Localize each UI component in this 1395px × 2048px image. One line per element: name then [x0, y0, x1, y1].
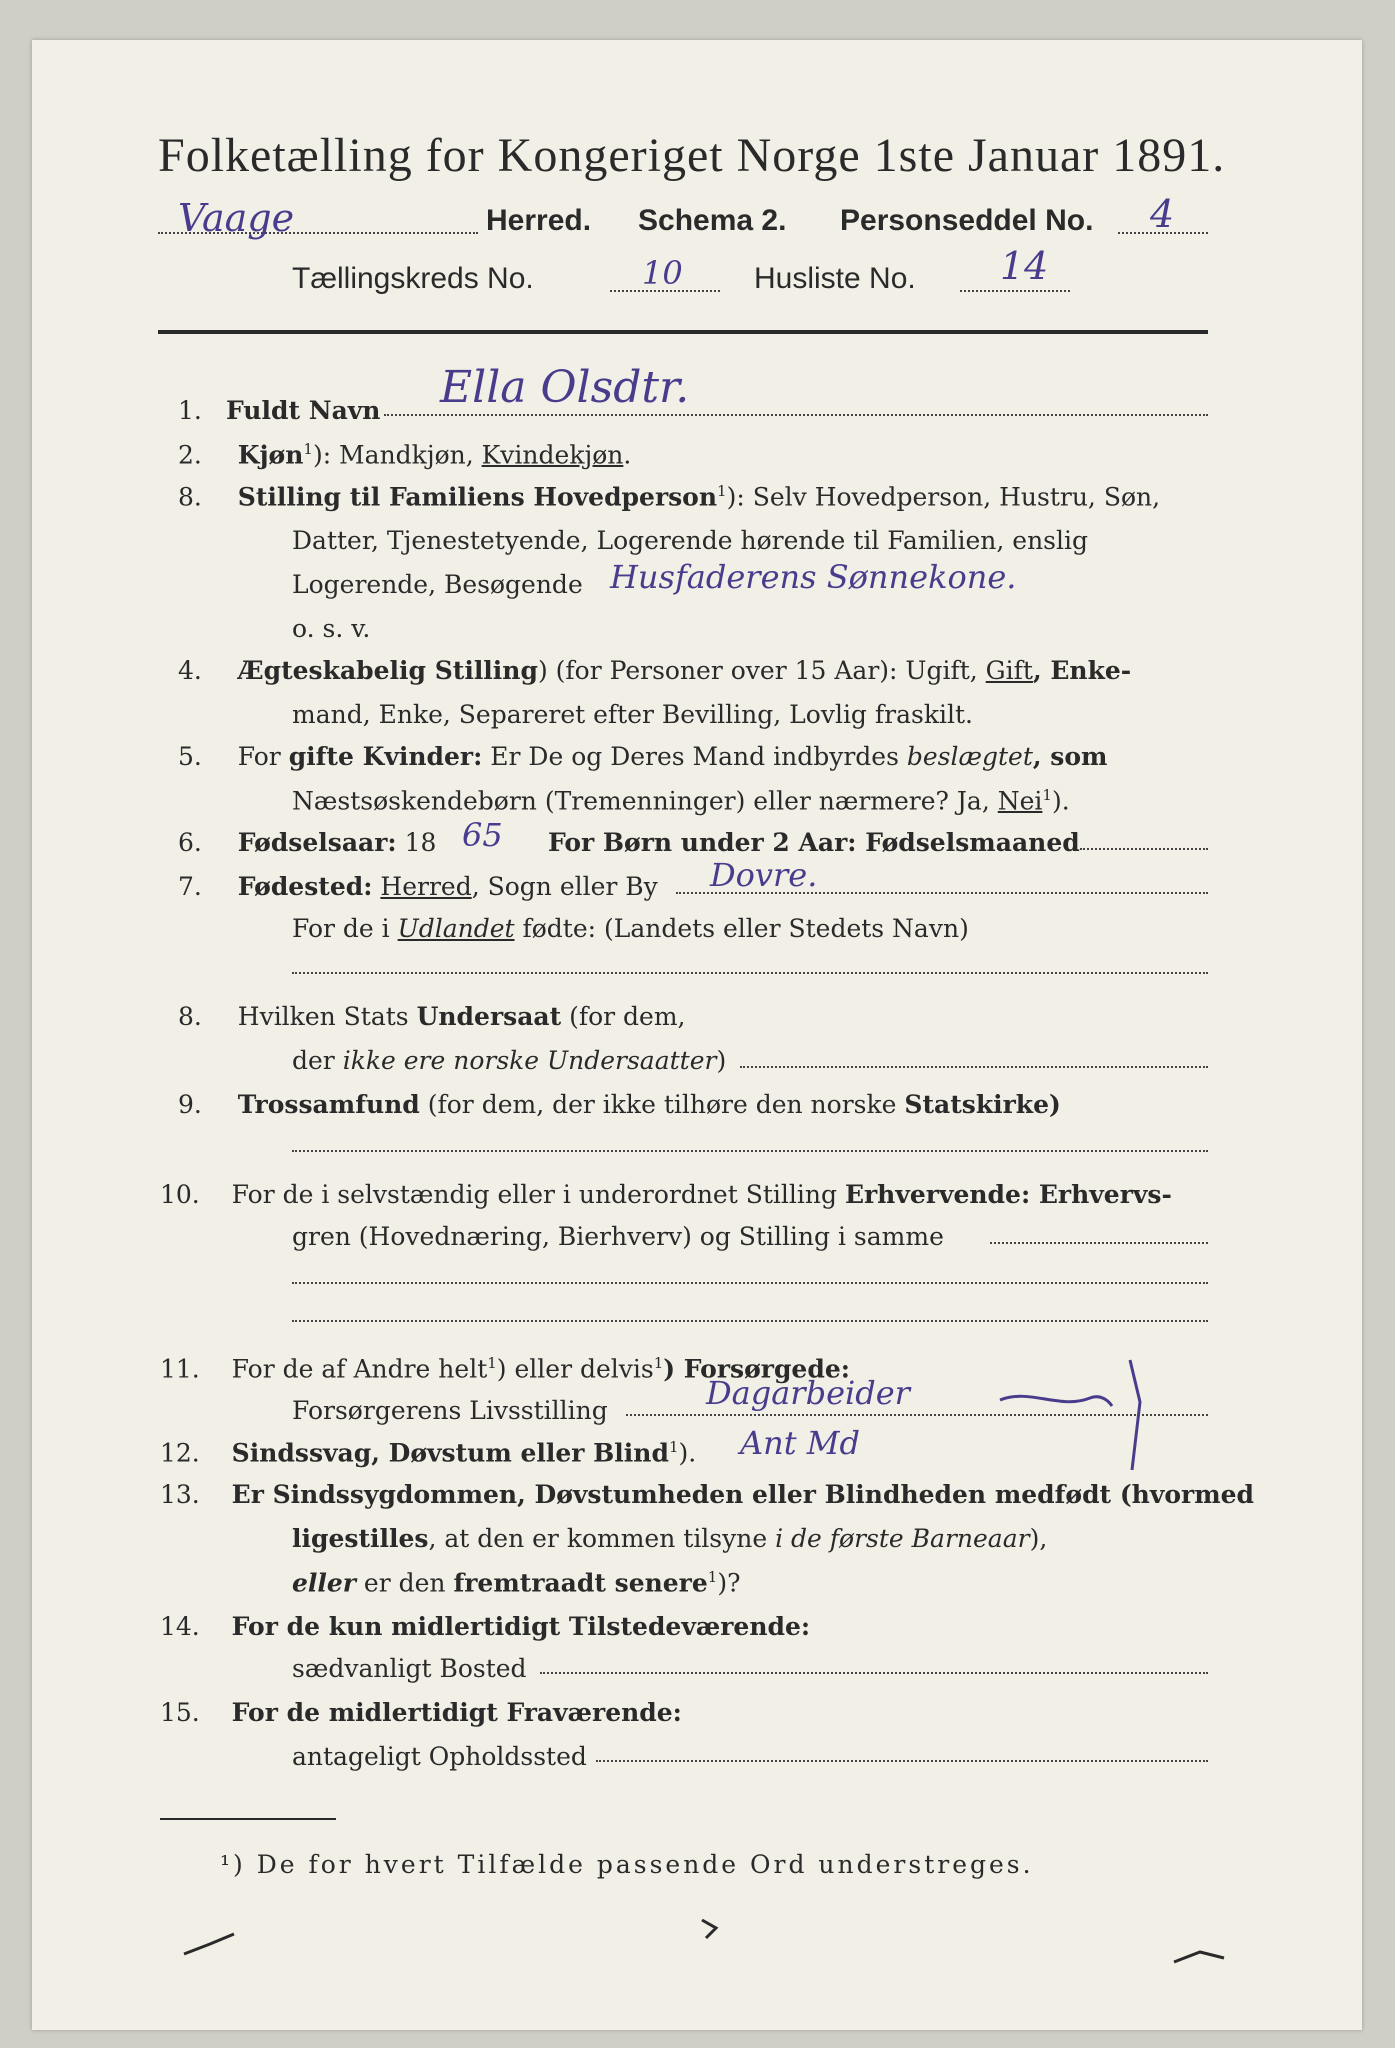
q11-line1a: For de af Andre helt [231, 1354, 488, 1384]
footnote: ¹) De for hvert Tilfælde passende Ord understreges. [220, 1850, 1034, 1879]
kreds-label: Tællingskreds No. [292, 262, 534, 295]
q8-row [178, 1002, 686, 1031]
q3-sup: 1 [717, 482, 727, 500]
q6-line: For Børn under 2 Aar: Fødselsmaaned [548, 828, 1080, 857]
q3-line4: o. s. v. [292, 614, 371, 643]
q5-line2b: ). [1051, 786, 1070, 816]
q12-row [160, 1438, 696, 1467]
q5-line2 [292, 786, 1070, 815]
stray-mark-left [180, 1930, 240, 1960]
q1-dotted-line [384, 414, 1208, 416]
q9-label: Trossamfund [237, 1090, 420, 1119]
census-sheet [32, 40, 1362, 2030]
q7-herred: Herred [380, 872, 472, 901]
q7-line2c: fødte: (Landets eller Stedets Navn) [514, 914, 969, 943]
q10-number: 10. [160, 1180, 200, 1209]
q13-line2 [292, 1524, 1047, 1553]
q1-answer: Ella Olsdtr. [440, 362, 690, 413]
q6-label: Fødselsaar: [237, 828, 397, 857]
q2-label: Kjøn [237, 440, 304, 470]
q12-answer: Ant Md [740, 1424, 860, 1462]
q14-line2: sædvanligt Bosted [292, 1654, 527, 1683]
q10-dotted-line [990, 1242, 1208, 1244]
q13-number: 13. [160, 1480, 200, 1509]
q4-line1b: , Enke- [1032, 656, 1132, 685]
q12-sup: 1 [668, 1438, 679, 1456]
q15-line2: antageligt Opholdssted [292, 1742, 587, 1771]
q13-line3d: )? [717, 1568, 741, 1598]
q11-pen-strokes [990, 1340, 1180, 1480]
q2-kvindekjon: Kvindekjøn [481, 440, 624, 470]
q10-line1a: For de i selvstændig eller i underordnet Stilling [231, 1180, 845, 1209]
q11-number: 11. [160, 1354, 200, 1384]
q3-line3: Logerende, Besøgende [292, 570, 583, 599]
schema-label: Schema 2. [638, 204, 787, 237]
q1-label: Fuldt Navn [226, 396, 381, 425]
q6-row [178, 828, 436, 857]
q4-gift: Gift [985, 656, 1033, 685]
q8-line2 [292, 1046, 726, 1075]
stray-mark-center [696, 1916, 726, 1946]
personseddel-label: Personseddel No. [840, 204, 1094, 237]
kreds-value: 10 [642, 254, 683, 292]
q7-number: 7. [178, 872, 202, 901]
stray-mark-right [1170, 1942, 1230, 1968]
q11-line2: Forsørgerens Livsstilling [292, 1396, 608, 1425]
husliste-value: 14 [1000, 244, 1049, 288]
q5-line1d: , som [1032, 742, 1108, 771]
personseddel-value: 4 [1150, 192, 1175, 236]
q10-blank-line-1 [292, 1282, 1208, 1284]
q4-line2: mand, Enke, Separeret efter Bevilling, Lovlig fraskilt. [292, 700, 973, 729]
q8-number: 8. [178, 1002, 202, 1031]
q2-text-c: . [623, 440, 632, 470]
q9-end: Statskirke) [904, 1090, 1061, 1119]
q15-row [160, 1698, 682, 1727]
footnote-rule [160, 1818, 336, 1820]
q2-number: 2. [178, 440, 202, 470]
q15-dotted-line [596, 1760, 1208, 1762]
q3-line2: Datter, Tjenestetyende, Logerende hørende til Familien, enslig [292, 526, 1089, 555]
q7-udlandet: Udlandet [397, 914, 515, 943]
q11-answer: Dagarbeider [706, 1374, 910, 1412]
q13-line1c: (hvormed [1111, 1480, 1255, 1509]
q7-row [178, 872, 658, 901]
q8-line2a: der [292, 1046, 343, 1075]
q7-line2a: For de i [292, 914, 398, 943]
husliste-dotted-line [960, 290, 1070, 292]
q10-row [160, 1180, 1172, 1209]
q8-dotted-line [740, 1066, 1208, 1068]
q9-blank-line [292, 1150, 1208, 1152]
q4-line1: ) (for Personer over 15 Aar): Ugift, [537, 656, 986, 685]
q8-label: Undersaat [416, 1002, 562, 1031]
q5-line2a: Næstsøskendebørn (Tremenninger) eller nærmere? Ja, [292, 786, 998, 816]
q3-row [178, 482, 1160, 511]
q13-line3b: er den [355, 1568, 454, 1598]
q10-line2: gren (Hovednæring, Bierhverv) og Stilling i samme [292, 1222, 944, 1251]
q13-sup: 1 [707, 1568, 718, 1586]
q9-number: 9. [178, 1090, 202, 1119]
q14-label: For de kun midlertidigt Tilstedeværende: [231, 1612, 811, 1641]
q7-line2 [292, 914, 969, 943]
q2-text-a: ): Mandkjøn, [312, 440, 482, 470]
q5-line1b: Er De og Deres Mand indbyrdes [482, 742, 907, 771]
q8-line1a: Hvilken Stats [237, 1002, 417, 1031]
q5-row [178, 742, 1108, 771]
husliste-label: Husliste No. [754, 262, 916, 295]
q15-label: For de midlertidigt Fraværende: [231, 1698, 682, 1727]
q12-label: Sindssvag, Døvstum eller Blind [231, 1438, 669, 1468]
q8-line2c: ) [716, 1046, 727, 1075]
q11-line1b: ) eller delvis [496, 1354, 654, 1384]
q4-row [178, 656, 1131, 685]
q5-beslaegtet: beslægtet [906, 742, 1033, 771]
q2-row [178, 440, 631, 469]
q3-label: Stilling til Familiens Hovedperson [237, 482, 718, 512]
q13-eller: eller [292, 1568, 356, 1598]
q3-line1: ): Selv Hovedperson, Hustru, Søn, [726, 482, 1161, 512]
q2-sup: 1 [303, 440, 313, 458]
q7-label: Fødested: [237, 872, 373, 901]
q8-line2b: ikke ere norske Undersaatter [342, 1046, 717, 1075]
q13-line2c: i de første Barneaar [775, 1524, 1030, 1553]
q13-line3 [292, 1568, 740, 1597]
q7-line1: , Sogn eller By [471, 872, 658, 901]
q13-line2a: ligestilles [292, 1524, 429, 1553]
q9-row [178, 1090, 1061, 1119]
q14-dotted-line [540, 1672, 1208, 1674]
q13-line1a: Er Sindssygdommen, Døvstumheden eller Blindheden [231, 1480, 995, 1509]
q10-blank-line-2 [292, 1320, 1208, 1322]
q15-number: 15. [160, 1698, 200, 1727]
q7-answer: Dovre. [710, 856, 818, 894]
q4-label: Ægteskabelig Stilling [237, 656, 538, 685]
q13-line2b: , at den er kommen tilsyne [428, 1524, 776, 1553]
q12-end: ). [678, 1438, 697, 1468]
herred-value: Vaage [178, 196, 295, 240]
q5-number: 5. [178, 742, 202, 771]
q11-label: ) Forsørgede: [663, 1354, 850, 1384]
q13-line2d: ), [1029, 1524, 1048, 1553]
q6-dotted-line [1080, 848, 1208, 850]
page-title: Folketælling for Kongeriget Norge 1ste Januar 1891. [158, 129, 1226, 182]
q6-prefix: 18 [396, 828, 437, 857]
q11-sup-a: 1 [487, 1354, 497, 1372]
header-rule [158, 330, 1208, 334]
q14-number: 14. [160, 1612, 200, 1641]
q5-nei: Nei [997, 786, 1043, 816]
q11-sup-b: 1 [653, 1354, 664, 1372]
q3-answer: Husfaderens Sønnekone. [610, 558, 1017, 596]
q13-line3c: fremtraadt senere [453, 1568, 708, 1598]
q3-number: 8. [178, 482, 202, 512]
q5-label: gifte Kvinder: [288, 742, 483, 771]
q5-sup: 1 [1042, 786, 1052, 804]
herred-label: Herred. [486, 204, 592, 237]
q7-blank-line [292, 972, 1208, 974]
q9-line: (for dem, der ikke tilhøre den norske [419, 1090, 905, 1119]
q8-line1b: (for dem, [561, 1002, 686, 1031]
q12-number: 12. [160, 1438, 200, 1468]
q5-line1a: For [237, 742, 289, 771]
q1-number: 1. [178, 396, 202, 425]
q6-number: 6. [178, 828, 202, 857]
q13-medfodt: medfødt [994, 1480, 1112, 1509]
q4-number: 4. [178, 656, 202, 685]
q14-row [160, 1612, 810, 1641]
q13-row [160, 1480, 1254, 1509]
q6-answer: 65 [462, 816, 503, 854]
q10-label: Erhvervende: Erhvervs- [844, 1180, 1172, 1209]
